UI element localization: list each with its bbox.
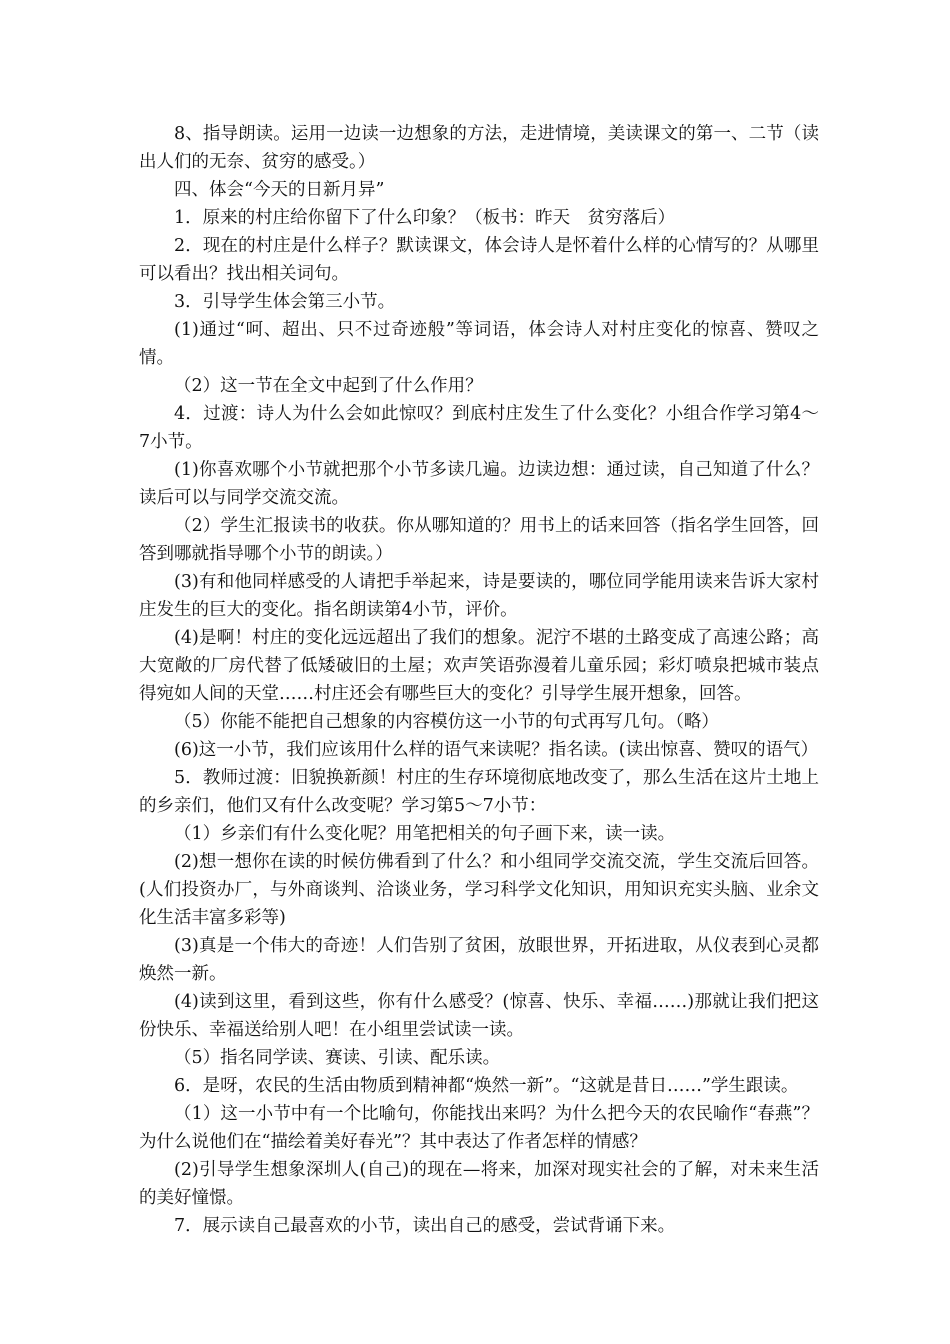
paragraph: 6．是呀，农民的生活由物质到精神都“焕然一新”。“这就是昔日……”学生跟读。 [174, 1076, 799, 1096]
paragraph: (1)通过“呵、超出、只不过奇迹般”等词语，体会诗人对村庄变化的惊喜、赞叹之情。 [139, 320, 819, 368]
section-heading: 四、体会“今天的日新月异” [174, 180, 385, 200]
paragraph: 7．展示读自己最喜欢的小节，读出自己的感受，尝试背诵下来。 [174, 1216, 676, 1236]
paragraph: (3)有和他同样感受的人请把手举起来，诗是要读的，哪位同学能用读来告诉大家村庄发生的巨大的变化。指名朗读第4小节，评价。 [139, 572, 819, 620]
paragraph: (4)是啊！村庄的变化远远超出了我们的想象。泥泞不堪的土路变成了高速公路；高大宽敞的厂房代替了低矮破旧的土屋；欢声笑语弥漫着儿童乐园；彩灯喷泉把城市装点得宛如人间的天堂……村庄还会有哪些巨大的变化？引导学生展开想象，回答。 [139, 628, 819, 704]
paragraph: 5．教师过渡：旧貌换新颜！村庄的生存环境彻底地改变了，那么生活在这片土地上的乡亲们，他们又有什么改变呢？学习第5～7小节： [139, 768, 819, 816]
paragraph: (2)引导学生想象深圳人(自己)的现在—将来，加深对现实社会的了解，对未来生活的美好憧憬。 [139, 1160, 819, 1208]
paragraph: 3．引导学生体会第三小节。 [174, 292, 396, 312]
paragraph: (1)你喜欢哪个小节就把那个小节多读几遍。边读边想：通过读，自己知道了什么？读后可以与同学交流交流。 [139, 460, 819, 508]
paragraph: （1）这一小节中有一个比喻句，你能找出来吗？为什么把今天的农民喻作“春燕”？为什么说他们在“描绘着美好春光”？其中表达了作者怎样的情感？ [139, 1104, 819, 1152]
paragraph: （2）这一节在全文中起到了什么作用？ [174, 376, 483, 396]
paragraph: (4)读到这里，看到这些，你有什么感受？(惊喜、快乐、幸福……)那就让我们把这份快乐、幸福送给别人吧！在小组里尝试读一读。 [139, 992, 819, 1040]
paragraph: (3)真是一个伟大的奇迹！人们告别了贫困，放眼世界，开拓进取，从仪表到心灵都焕然一新。 [139, 936, 819, 984]
paragraph: 8、指导朗读。运用一边读一边想象的方法，走进情境，美读课文的第一、二节（读出人们的无奈、贫穷的感受。） [139, 124, 819, 172]
paragraph: (6)这一小节，我们应该用什么样的语气来读呢？指名读。(读出惊喜、赞叹的语气） [174, 740, 819, 760]
paragraph: （1）乡亲们有什么变化呢？用笔把相关的句子画下来，读一读。 [174, 824, 676, 844]
paragraph: 1．原来的村庄给你留下了什么印象？（板书：昨天 贫穷落后） [174, 208, 676, 228]
paragraph: 2．现在的村庄是什么样子？默读课文，体会诗人是怀着什么样的心情写的？从哪里可以看出？找出相关词句。 [139, 236, 819, 284]
paragraph: （2）学生汇报读书的收获。你从哪知道的？用书上的话来回答（指名学生回答，回答到哪就指导哪个小节的朗读。） [139, 516, 819, 564]
paragraph: （5）指名同学读、赛读、引读、配乐读。 [174, 1048, 501, 1068]
paragraph: （5）你能不能把自己想象的内容模仿这一小节的句式再写几句。（略） [174, 712, 719, 732]
document-body [139, 120, 819, 1240]
paragraph: (2)想一想你在读的时候仿佛看到了什么？和小组同学交流交流，学生交流后回答。(人们投资办厂，与外商谈判、洽谈业务，学习科学文化知识，用知识充实头脑、业余文化生活丰富多彩等) [139, 852, 819, 928]
paragraph: 4．过渡：诗人为什么会如此惊叹？到底村庄发生了什么变化？小组合作学习第4～7小节。 [139, 404, 819, 452]
